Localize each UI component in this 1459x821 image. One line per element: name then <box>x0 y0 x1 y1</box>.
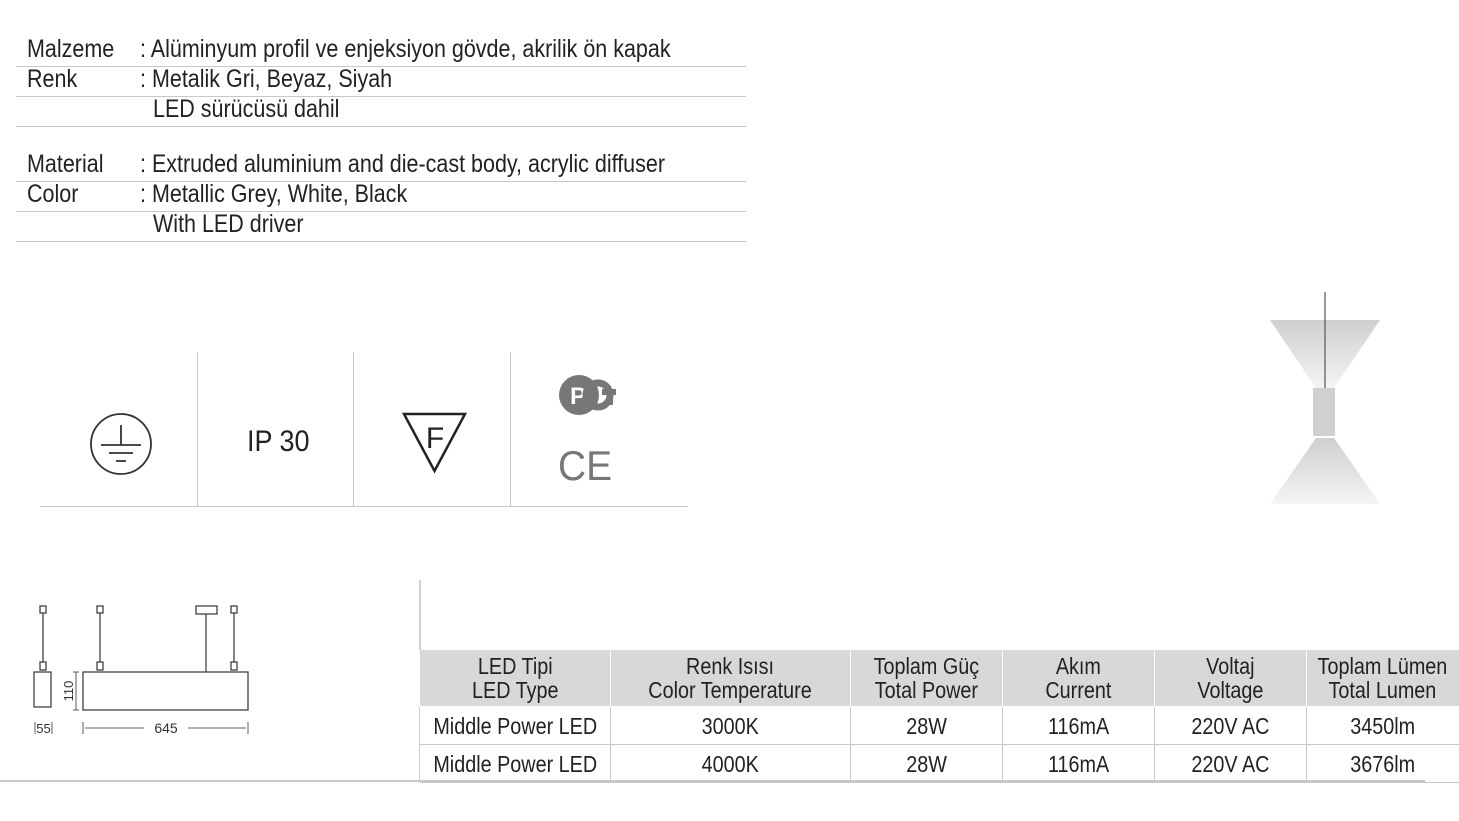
dimension-length: 645 <box>154 720 178 736</box>
header-cell: Akım Current <box>1003 650 1154 707</box>
dimension-drawing <box>28 600 268 740</box>
spec-block-en <box>16 152 746 242</box>
table-cell: 4000K <box>610 745 850 783</box>
table-cell: 28W <box>850 745 1002 783</box>
spec-value: : Alüminyum profil ve enjeksiyon gövde, akrilik ön kapak <box>140 35 671 63</box>
table-cell: 3450lm <box>1306 707 1459 745</box>
ce-mark-text: CE <box>558 444 612 486</box>
header-cell: Renk Isısı Color Temperature <box>610 650 850 707</box>
header-cell: Toplam Güç Total Power <box>850 650 1002 707</box>
spec-table <box>419 650 1459 783</box>
header-cell: Toplam Lümen Total Lumen <box>1306 650 1459 707</box>
spec-value: : Metalik Gri, Beyaz, Siyah <box>140 65 393 93</box>
ip-rating: IP 30 <box>247 425 310 458</box>
spec-key: Color <box>27 180 79 208</box>
table-cell: 116mA <box>1003 745 1154 783</box>
svg-text:P: P <box>569 383 587 410</box>
spec-value: : Metallic Grey, White, Black <box>140 180 408 208</box>
pct-certification-icon <box>558 373 620 419</box>
spec-row-driver-tr <box>16 97 746 127</box>
spec-value: : Extruded aluminium and die-cast body, acrylic diffuser <box>140 150 666 178</box>
table-cell: 116mA <box>1003 707 1154 745</box>
table-cell: 28W <box>850 707 1002 745</box>
dimension-width: 55 <box>36 721 51 736</box>
table-cell: 3000K <box>610 707 850 745</box>
table-cell: 220V AC <box>1154 745 1306 783</box>
bottom-rule <box>0 780 1425 782</box>
ce-mark-icon <box>558 444 618 486</box>
spec-row-material-en <box>16 152 746 182</box>
light-distribution-illustration <box>1268 290 1382 506</box>
earth-ground-icon <box>88 411 154 477</box>
spec-key: Renk <box>27 65 78 93</box>
spec-value: With LED driver <box>153 210 304 238</box>
f-mark-triangle-icon <box>402 411 468 475</box>
spec-row-driver-en <box>16 212 746 242</box>
table-cell: Middle Power LED <box>420 707 611 745</box>
spec-row-color-tr <box>16 67 746 97</box>
table-row <box>420 707 1459 745</box>
table-cell: Middle Power LED <box>420 745 611 783</box>
header-cell: LED Tipi LED Type <box>420 650 611 707</box>
table-header-row <box>420 650 1459 707</box>
spec-row-material-tr <box>16 37 746 67</box>
table-cell: 3676lm <box>1306 745 1459 783</box>
f-mark-text: F <box>425 422 445 455</box>
spec-key: Malzeme <box>27 35 115 63</box>
spec-block-tr <box>16 37 746 127</box>
spec-row-color-en <box>16 182 746 212</box>
dimension-height: 110 <box>61 680 76 702</box>
table-cell: 220V AC <box>1154 707 1306 745</box>
spec-value: LED sürücüsü dahil <box>153 95 340 123</box>
header-cell: Voltaj Voltage <box>1154 650 1306 707</box>
table-row <box>420 745 1459 783</box>
spec-key: Material <box>27 150 104 178</box>
